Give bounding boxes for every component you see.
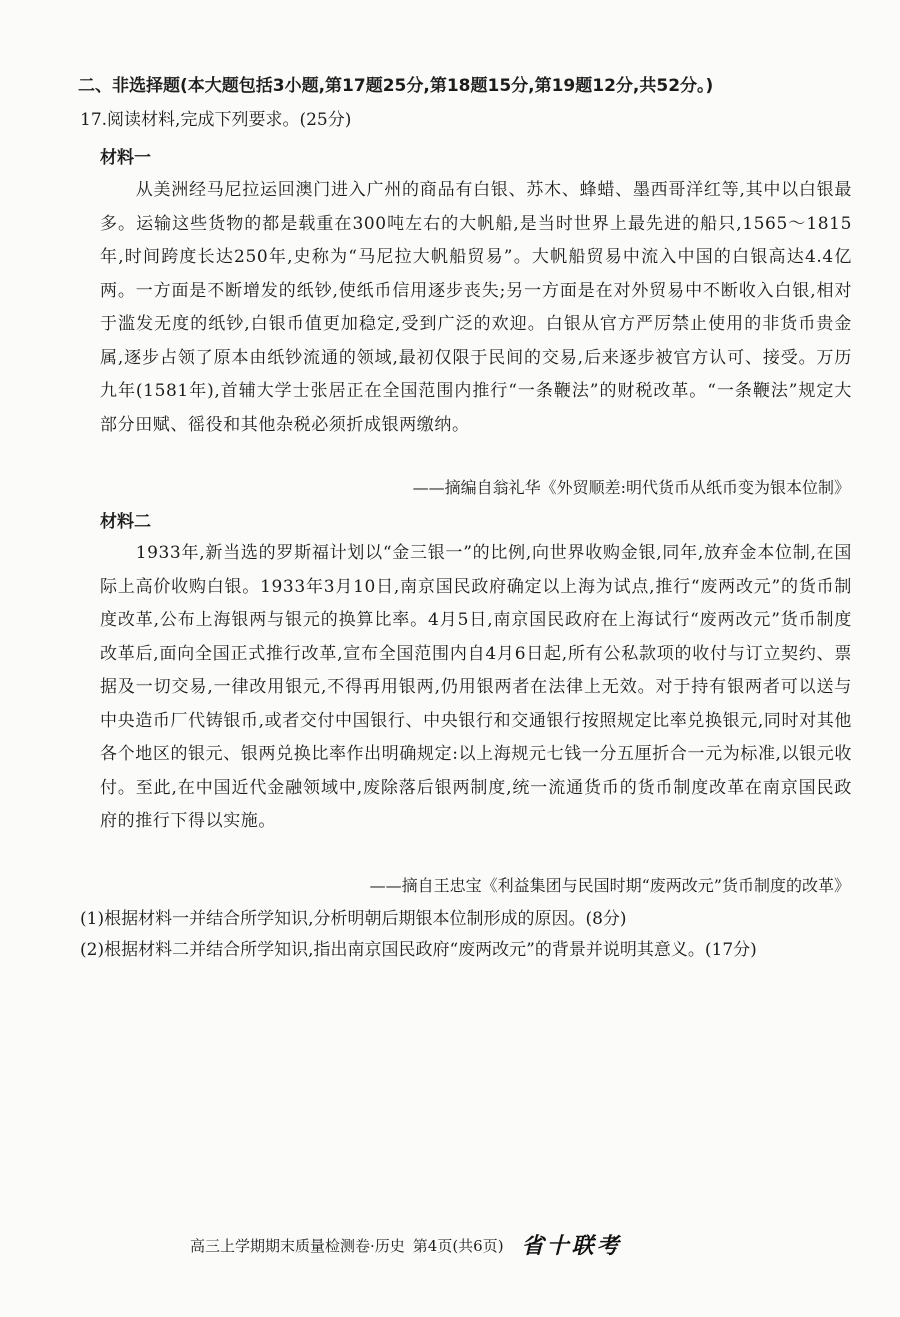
section-title: 二、非选择题(本大题包括3小题,第17题25分,第18题15分,第19题12分,共52分。) <box>78 76 714 96</box>
sub-question-1: (1)根据材料一并结合所学知识,分析明朝后期银本位制形成的原因。(8分) <box>80 909 627 929</box>
sub-question-2: (2)根据材料二并结合所学知识,指出南京国民政府“废两改元”的背景并说明其意义。(17分) <box>80 940 757 960</box>
material-1-text: 从美洲经马尼拉运回澳门进入广州的商品有白银、苏木、蜂蜡、墨西哥洋红等,其中以白银最多。运输这些货物的都是载重在300吨左右的大帆船,是当时世界上最先进的船只,1565～1815年,时间跨度长达250年,史称为“马尼拉大帆船贸易”。大帆船贸易中流入中国的白银高达4.4亿两。一方面是不断增发的纸钞,使纸币信用逐步丧失;另一方面是在对外贸易中不断收入白银,相对于滥发无度的纸钞,白银币值更加稳定,受到广泛的欢迎。白银从官方严厉禁止使用的非货币贵金属,逐步占领了原本由纸钞流通的领域,最初仅限于民间的交易,后来逐步被官方认可、接受。万历九年(1581年),首辅大学士张居正在全国范围内推行“一条鞭法”的财税改革。“一条鞭法”规定大部分田赋、徭役和其他杂税必须折成银两缴纳。 <box>100 180 852 435</box>
material-2-text: 1933年,新当选的罗斯福计划以“金三银一”的比例,向世界收购金银,同年,放弃金本位制,在国际上高价收购白银。1933年3月10日,南京国民政府确定以上海为试点,推行“废两改元”的货币制度改革,公布上海银两与银元的换算比率。4月5日,南京国民政府在上海试行“废两改元”货币制度改革后,面向全国正式推行改革,宣布全国范围内自4月6日起,所有公私款项的收付与订立契约、票据及一切交易,一律改用银元,不得再用银两,仍用银两者在法律上无效。对于持有银两者可以送与中央造币厂代铸银币,或者交付中国银行、中央银行和交通银行按照规定比率兑换银元,同时对其他各个地区的银元、银两兑换比率作出明确规定:以上海规元七钱一分五厘折合一元为标准,以银元收付。至此,在中国近代金融领域中,废除落后银两制度,统一流通货币的货币制度改革在南京国民政府的推行下得以实施。 <box>100 543 852 831</box>
footer-exam-title: 高三上学期期末质量检测卷·历史 <box>190 1237 405 1255</box>
footer-page-info: 第4页(共6页) <box>412 1237 504 1255</box>
page-footer <box>190 1233 750 1259</box>
footer-brand-logo: 省十联考 <box>521 1233 622 1259</box>
material-2-heading: 材料二 <box>100 512 151 532</box>
material-1-heading: 材料一 <box>100 148 151 168</box>
material-2-source: ——摘自王忠宝《利益集团与民国时期“废两改元”货币制度的改革》 <box>369 876 850 895</box>
question-17-title: 17.阅读材料,完成下列要求。(25分) <box>80 110 352 130</box>
material-1-source: ——摘编自翁礼华《外贸顺差:明代货币从纸币变为银本位制》 <box>412 478 850 497</box>
